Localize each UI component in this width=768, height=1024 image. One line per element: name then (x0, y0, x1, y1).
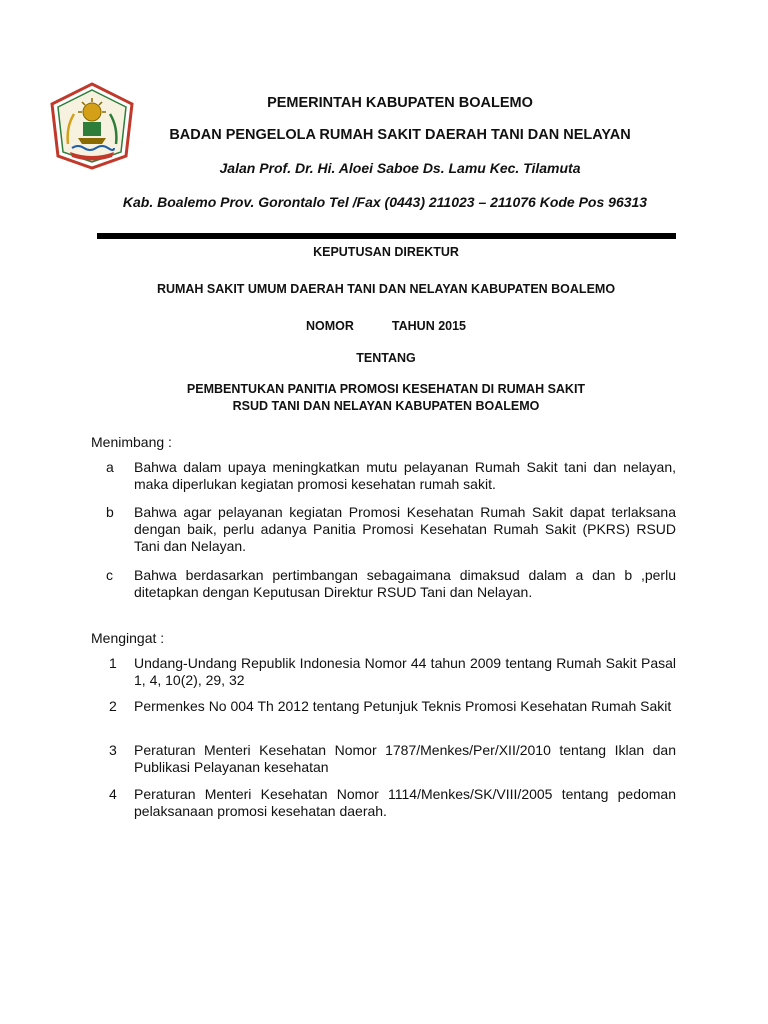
decree-issuer: RUMAH SAKIT UMUM DAERAH TANI DAN NELAYAN KABUPATEN BOALEMO (156, 282, 616, 296)
decree-number-line (96, 319, 676, 333)
decree-subject-line-2: RSUD TANI DAN NELAYAN KABUPATEN BOALEMO (232, 399, 540, 413)
mengingat-label: Mengingat : (91, 630, 165, 646)
menimbang-item (106, 459, 676, 493)
tahun-label: TAHUN 2015 (391, 319, 467, 333)
item-marker: a (106, 459, 114, 475)
menimbang-item (106, 567, 676, 601)
decree-subject-line-1: PEMBENTUKAN PANITIA PROMOSI KESEHATAN DI RUMAH SAKIT (186, 382, 586, 396)
mengingat-item (106, 655, 676, 689)
item-text: Permenkes No 004 Th 2012 tentang Petunjuk Teknis Promosi Kesehatan Rumah Sakit (134, 698, 672, 714)
item-number: 2 (109, 698, 117, 714)
letterhead-line-1: PEMERINTAH KABUPATEN BOALEMO (267, 95, 533, 111)
item-number: 1 (109, 655, 117, 671)
menimbang-label: Menimbang : (91, 434, 172, 450)
letterhead-line-2: BADAN PENGELOLA RUMAH SAKIT DAERAH TANI DAN NELAYAN (169, 127, 631, 143)
letterhead-address: Jalan Prof. Dr. Hi. Aloei Saboe Ds. Lamu Kec. Tilamuta (219, 160, 581, 176)
decree-title: KEPUTUSAN DIREKTUR (313, 245, 459, 259)
mengingat-item (106, 786, 676, 820)
item-marker: b (106, 504, 114, 520)
item-number: 3 (109, 742, 117, 758)
menimbang-item (106, 504, 676, 555)
item-text: Bahwa dalam upaya meningkatkan mutu pelayanan Rumah Sakit tani dan nelayan, maka diperlukan kegiatan promosi kesehatan rumah sakit. (134, 459, 676, 492)
item-text: Bahwa berdasarkan pertimbangan sebagaimana dimaksud dalam a dan b ,perlu ditetapkan dengan Keputusan Direktur RSUD Tani dan Nelayan. (134, 567, 676, 600)
decree-tentang: TENTANG (356, 351, 416, 365)
mengingat-item (106, 698, 676, 715)
mengingat-item (106, 742, 676, 776)
item-text: Undang-Undang Republik Indonesia Nomor 44 tahun 2009 tentang Rumah Sakit Pasal 1, 4, 10(2), 29, 32 (134, 655, 676, 688)
item-number: 4 (109, 786, 117, 802)
letterhead-contact: Kab. Boalemo Prov. Gorontalo Tel /Fax (0443) 211023 – 211076 Kode Pos 96313 (122, 194, 648, 210)
item-text: Peraturan Menteri Kesehatan Nomor 1114/Menkes/SK/VIII/2005 tentang pedoman pelaksanaan promosi kesehatan daerah. (134, 786, 676, 819)
nomor-label: NOMOR (305, 319, 354, 333)
letterhead-divider (97, 233, 676, 239)
item-text: Peraturan Menteri Kesehatan Nomor 1787/Menkes/Per/XII/2010 tentang Iklan dan Publikasi Pelayanan kesehatan (134, 742, 676, 775)
item-marker: c (106, 567, 113, 583)
boalemo-emblem-icon (50, 82, 134, 170)
decree-subject (96, 381, 676, 415)
item-text: Bahwa agar pelayanan kegiatan Promosi Kesehatan Rumah Sakit dapat terlaksana dengan baik, perlu adanya Panitia Promosi Kesehatan Rumah Sakit (PKRS) RSUD Tani dan Nelayan. (134, 504, 676, 554)
